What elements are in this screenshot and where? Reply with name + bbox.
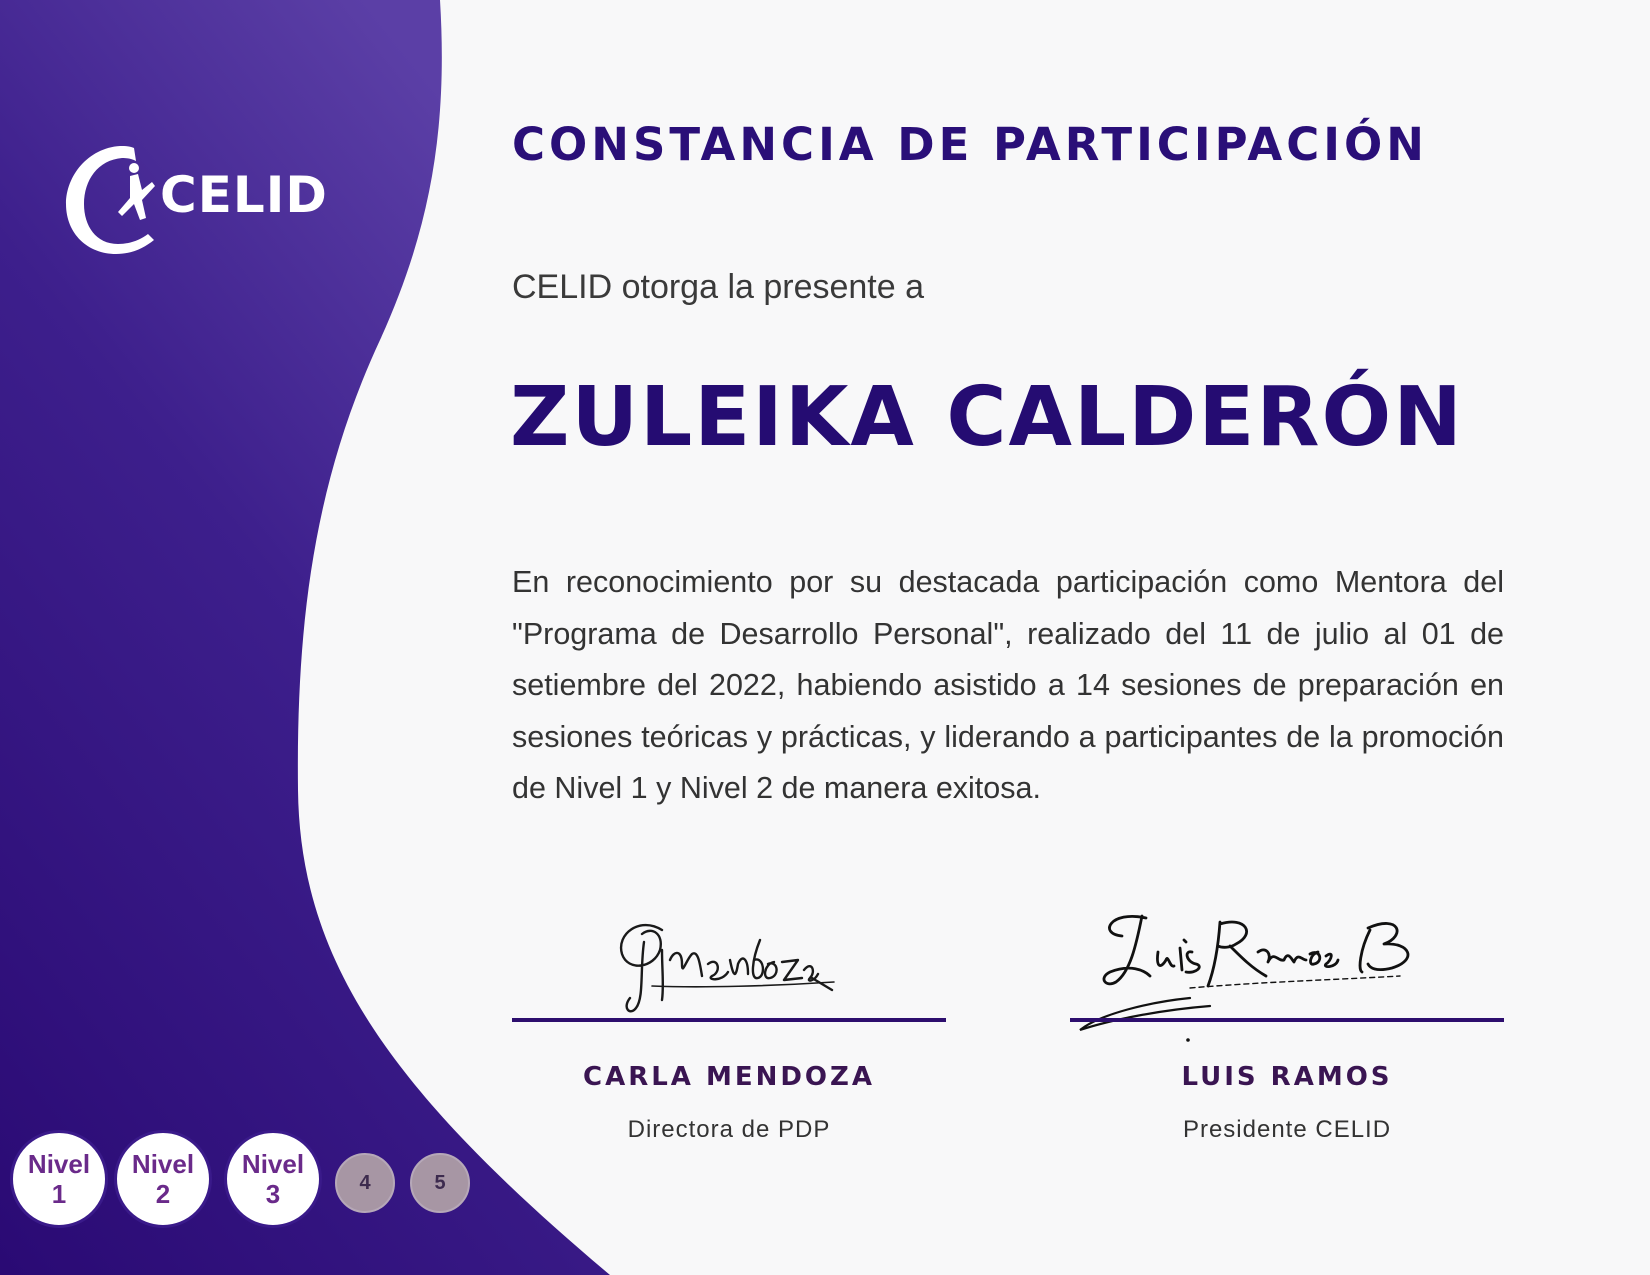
- level-badge-5: 5: [410, 1153, 470, 1213]
- level-badge-4: 4: [335, 1153, 395, 1213]
- level-badge-2: Nivel 2: [114, 1130, 212, 1228]
- signer-name: LUIS RAMOS: [1181, 1062, 1393, 1092]
- level-badge-1: Nivel 1: [10, 1130, 108, 1228]
- signer-role: Directora de PDP: [627, 1116, 831, 1143]
- recipient-name: ZULEIKA CALDERÓN: [510, 370, 1464, 465]
- certificate-title: CONSTANCIA DE PARTICIPACIÓN: [512, 118, 1428, 171]
- signature-line: [1070, 1018, 1504, 1022]
- level-indicators: [10, 1130, 480, 1230]
- signer-name: CARLA MENDOZA: [582, 1062, 876, 1092]
- signature-ramos-image: [1070, 890, 1504, 1050]
- celid-logo: [58, 138, 358, 258]
- certificate-body: En reconocimiento por su destacada participación como Mentora del "Programa de Desarrollo Personal", realizado del 11 de julio al 01 de setiembre del 2022, habiendo asistido a 14 sesiones de preparación en sesiones teóricas y prácticas, y liderando a participantes de la promoción de Nivel 1 y Nivel 2 de manera exitosa.: [512, 565, 1504, 805]
- level-badge-3: Nivel 3: [224, 1130, 322, 1228]
- celid-logo-text: CELID: [160, 166, 328, 224]
- signature-line: [512, 1018, 946, 1022]
- celid-logo-mark-icon: [58, 138, 168, 258]
- signature-mendoza-image: [512, 890, 946, 1050]
- certificate-intro: CELID otorga la presente a: [512, 268, 925, 306]
- signer-role: Presidente CELID: [1182, 1116, 1392, 1143]
